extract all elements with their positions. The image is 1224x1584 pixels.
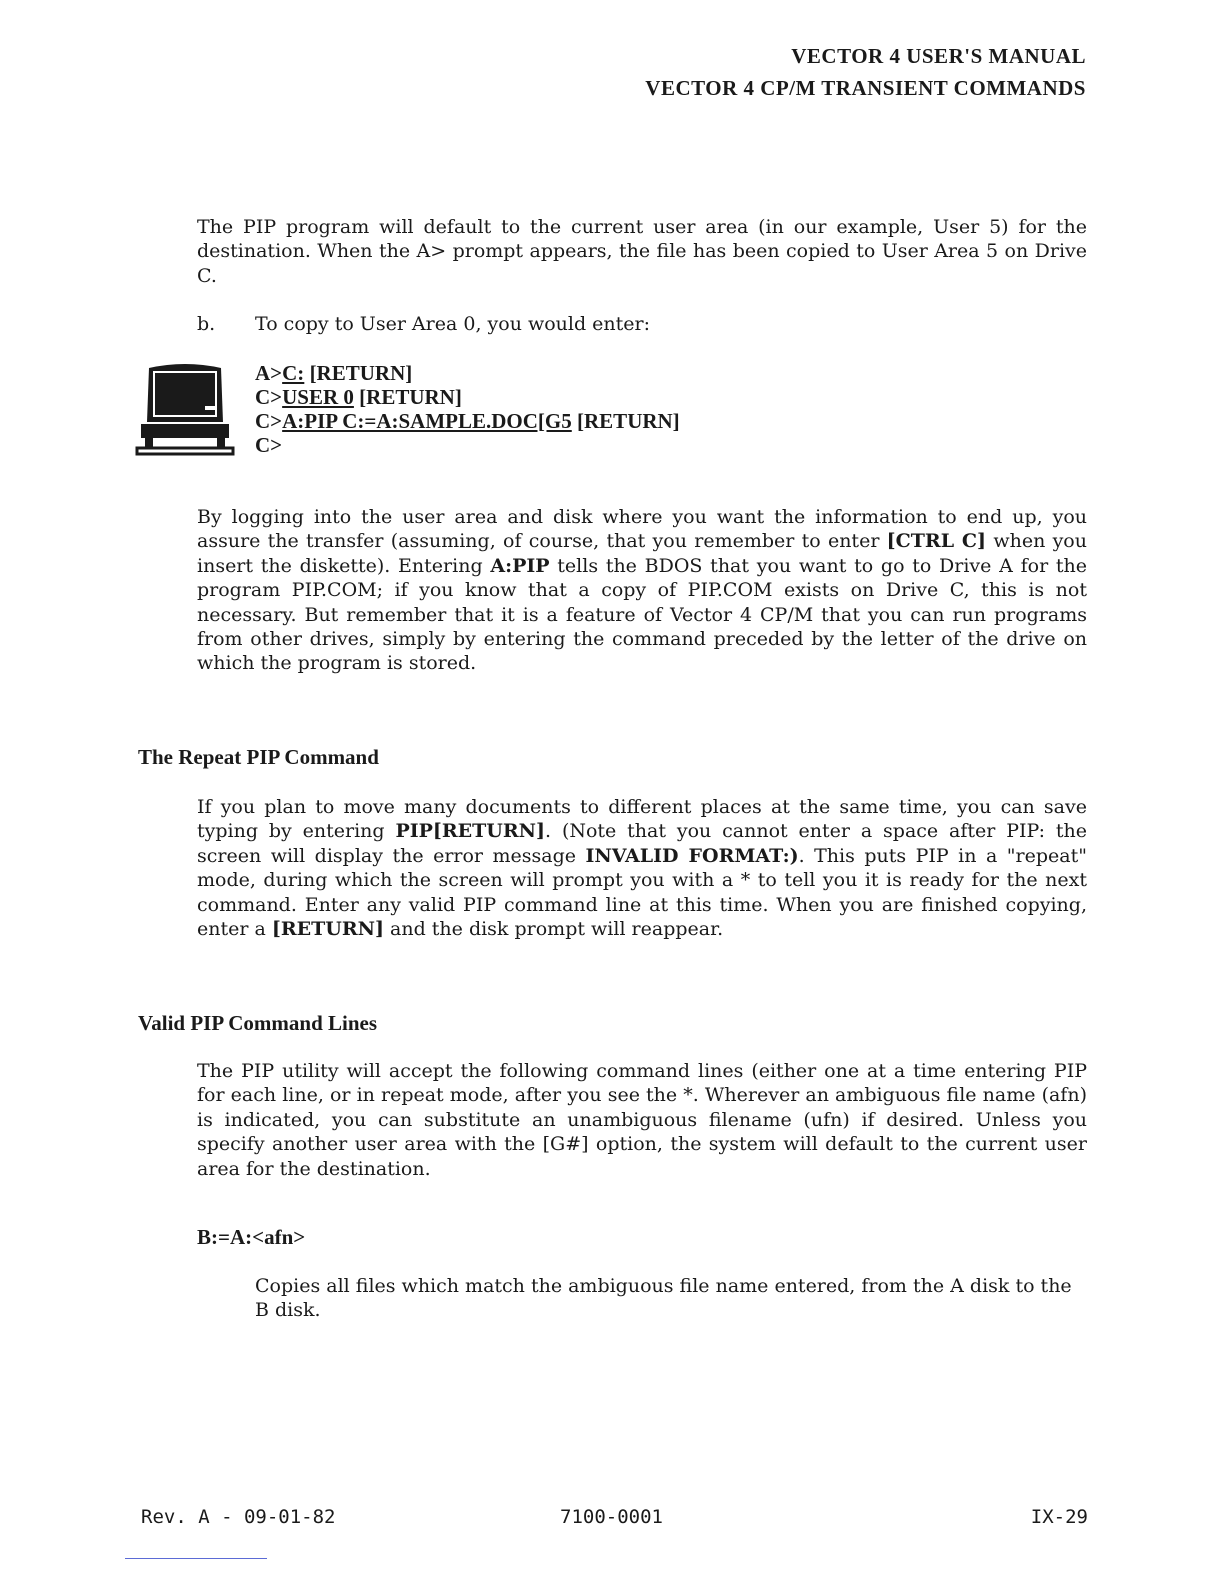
command-line-2	[255, 385, 462, 410]
step-b-text: To copy to User Area 0, you would enter:	[255, 313, 651, 335]
repeat-pip-paragraph: If you plan to move many documents to different places at the same time, you can save typing by entering PIP[RETURN]. (Note that you cannot enter a space after PIP: the screen will display the error message INVALID FORMAT:). This puts PIP in a "repeat" mode, during which the screen will prompt you with a * to tell you it is ready for the next command. Enter any valid PIP command line at this time. When you are finished copying, enter a [RETURN] and the disk prompt will reappear.	[197, 796, 1087, 941]
computer-terminal-icon	[135, 362, 235, 458]
command-prompt: A>	[255, 361, 283, 385]
footer-page-number: IX-29	[1030, 1506, 1088, 1528]
logging-paragraph: By logging into the user area and disk where you want the information to end up, you assure the transfer (assuming, of course, that you remember to enter [CTRL C] when you insert the diskette). Entering A:PIP tells the BDOS that you want to go to Drive A for the program PIP.COM; if you know that a copy of PIP.COM exists on Drive C, this is not necessary. But remember that it is a feature of Vector 4 CP/M that you can run programs from other drives, simply by entering the command preceded by the letter of the drive on which the program is stored.	[197, 506, 1088, 675]
intro-paragraph: The PIP program will default to the current user area (in our example, User 5) for the destination. When the A> prompt appears, the file has been copied to User Area 5 on Drive C.	[197, 216, 1087, 287]
invalid-format-message: INVALID FORMAT:)	[585, 844, 799, 867]
repeat-pip-heading: The Repeat PIP Command	[138, 745, 379, 769]
valid-pip-paragraph: The PIP utility will accept the following command lines (either one at a time entering PIP for each line, or in repeat mode, after you see the *. Wherever an ambiguous file name (afn) is indicated, you can substitute an unambiguous filename (ufn) if desired. Unless you specify another user area with the [G#] option, the system will default to the current user area for the destination.	[197, 1060, 1087, 1180]
apip-command: A:PIP	[490, 554, 550, 577]
scan-edge-line	[125, 1558, 267, 1559]
step-b-label: b.	[197, 313, 216, 335]
footer-revision: Rev. A - 09-01-82	[141, 1506, 336, 1528]
command-prompt: C>	[255, 409, 283, 433]
command-key: [RETURN]	[577, 409, 680, 433]
valid-pip-heading: Valid PIP Command Lines	[138, 1011, 378, 1035]
command-input: USER 0	[282, 385, 354, 409]
command-input: A:PIP C:=A:SAMPLE.DOC[G5	[282, 409, 572, 433]
footer-doc-number: 7100-0001	[560, 1506, 663, 1528]
ctrl-c-key: [CTRL C]	[886, 530, 987, 553]
command-line-4	[255, 433, 282, 458]
return-key: [RETURN]	[271, 918, 384, 941]
option-syntax: B:=A:<afn>	[197, 1225, 306, 1249]
pip-return-command: PIP[RETURN]	[395, 820, 546, 843]
command-key: [RETURN]	[359, 385, 462, 409]
manual-title: VECTOR 4 USER'S MANUAL	[791, 44, 1086, 68]
command-key: [RETURN]	[309, 361, 413, 385]
command-prompt: C>	[255, 433, 283, 457]
option-description: Copies all files which match the ambiguous file name entered, from the A disk to the B disk.	[255, 1275, 1072, 1322]
command-line-3	[255, 409, 680, 434]
command-prompt: C>	[255, 385, 283, 409]
command-line-1	[255, 361, 412, 386]
command-input: C:	[282, 361, 305, 385]
chapter-title: VECTOR 4 CP/M TRANSIENT COMMANDS	[645, 76, 1086, 100]
